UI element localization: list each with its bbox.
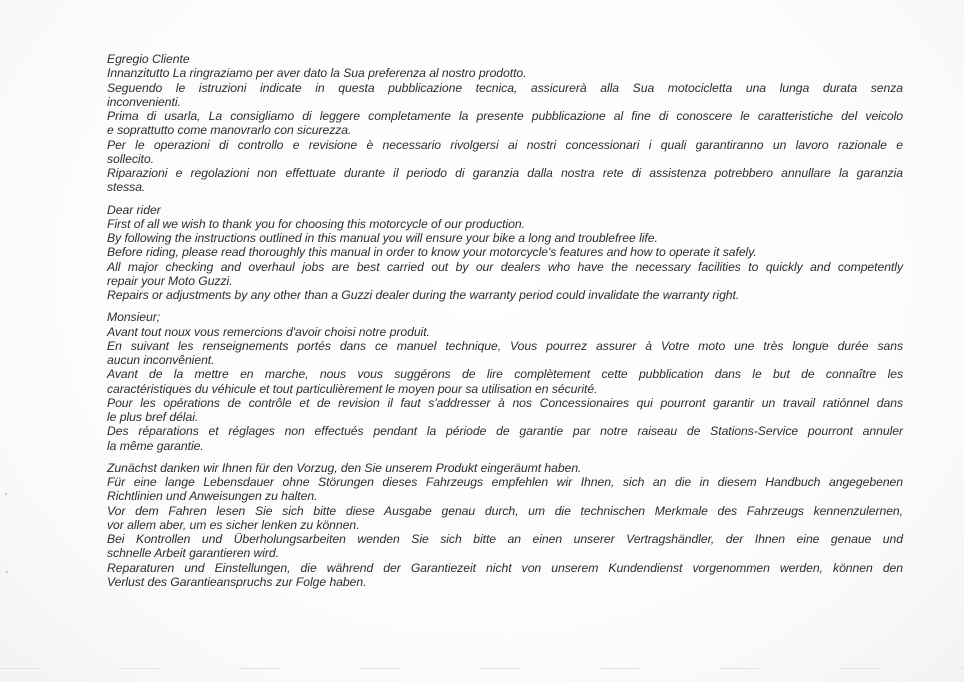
- section-fr: [107, 310, 903, 453]
- text-line: Before riding, please read thoroughly this manual in order to know your motorcycle's features and how to operate it safely.: [107, 245, 757, 260]
- text-line: Reparaturen und Einstellungen, die während der Garantiezeit nicht von unserem Kundendienst vorgenommen werden, können den: [107, 560, 903, 575]
- text-line: Innanzitutto La ringraziamo per aver dato la Sua preferenza al nostro prodotto.: [107, 66, 527, 81]
- text-line: Avant de la mettre en marche, nous vous suggérons de lire complètement cette pubblication dans le but de connaître les: [107, 367, 903, 382]
- text-line: Seguendo le istruzioni indicate in questa pubblicazione tecnica, assicurerà alla Sua motocicletta una lunga durata senza: [107, 80, 903, 95]
- text-line: Repairs or adjustments by any other than a Guzzi dealer during the warranty period could invalidate the warranty right.: [107, 288, 740, 302]
- text-line: Riparazioni e regolazioni non effettuate durante il periodo di garanzia dalla nostra rete di assistenza potrebbero annullare la garanzia: [107, 166, 903, 180]
- manual-intro-text: [107, 52, 903, 589]
- text-line: sollecito.: [107, 151, 154, 166]
- text-line: Vor dem Fahren lesen Sie sich bitte diese Ausgabe genau durch, um die technischen Merkmale des Fahrzeugs kennenzulernen,: [107, 503, 903, 518]
- text-line: la même garantie.: [107, 438, 204, 453]
- text-line: By following the instructions outlined in this manual you will ensure your bike a long and troublefree life.: [107, 231, 658, 245]
- text-line: Bei Kontrollen und Überholungsarbeiten wenden Sie sich bitte an einen unserer Vertragshändler, der Ihnen eine genaue und: [107, 532, 903, 546]
- scan-speck: [5, 493, 7, 495]
- text-line: schnelle Arbeit garantieren wird.: [107, 546, 279, 561]
- text-line: Verlust des Garantieanspruchs zur Folge haben.: [107, 574, 367, 589]
- text-line: First of all we wish to thank you for choosing this motorcycle of our production.: [107, 216, 525, 231]
- scan-speck: [6, 571, 8, 573]
- text-line: Zunächst danken wir Ihnen für den Vorzug, den Sie unserem Produkt eingeräumt haben.: [107, 460, 582, 475]
- section-de: [107, 461, 903, 589]
- text-line: caractéristiques du véhicule et tout particulièrement le moyen pour sa utilisation en sécurité.: [107, 381, 598, 396]
- text-line: e soprattutto come manovrarlo con sicurezza.: [107, 123, 352, 138]
- text-line: inconvenienti.: [107, 94, 181, 109]
- text-line: repair your Moto Guzzi.: [107, 273, 233, 288]
- text-line: aucun inconvênient.: [107, 353, 215, 367]
- text-line: Egregio Cliente: [107, 52, 190, 66]
- text-line: Per le operazioni di controllo e revisione è necessario rivolgersi ai nostri concessionari i quali garantiranno un lavoro razionale e: [107, 137, 903, 152]
- text-line: stessa.: [107, 180, 146, 195]
- text-line: Prima di usarla, La consigliamo di leggere completamente la presente pubblicazione al fine di conoscere le caratteristiche del veicolo: [107, 109, 903, 123]
- text-line: Pour les opérations de contrôle et de revision il faut s'addresser à nos Concessionaires qui pourront garantir un travail ratiónnel dans: [107, 395, 903, 410]
- section-en: [107, 203, 903, 303]
- text-line: Avant tout noux vous remercions d'avoir choisi notre produit.: [107, 324, 430, 339]
- text-line: Für eine lange Lebensdauer ohne Störungen dieses Fahrzeugs empfehlen wir Ihnen, sich an die in diesem Handbuch angegebenen: [107, 475, 903, 489]
- text-line: vor allem aber, um es sicher lenken zu können.: [107, 517, 360, 532]
- text-line: le plus bref délai.: [107, 410, 199, 424]
- text-line: Monsieur;: [107, 310, 161, 325]
- page-bottom-edge: [0, 668, 964, 669]
- section-it: [107, 52, 903, 195]
- text-line: Dear rider: [107, 202, 161, 217]
- text-line: Richtlinien und Anweisungen zu halten.: [107, 489, 318, 504]
- text-line: En suivant les renseignements portés dans ce manuel technique, Vous pourrez assurer à Votre moto une très longue durée sans: [107, 338, 903, 353]
- text-line: All major checking and overhaul jobs are best carried out by our dealers who have the necessary facilities to quickly and competently: [107, 259, 903, 274]
- text-line: Des réparations et réglages non effectués pendant la période de garantie par notre raiseau de Stations-Service pourront annuler: [107, 424, 903, 439]
